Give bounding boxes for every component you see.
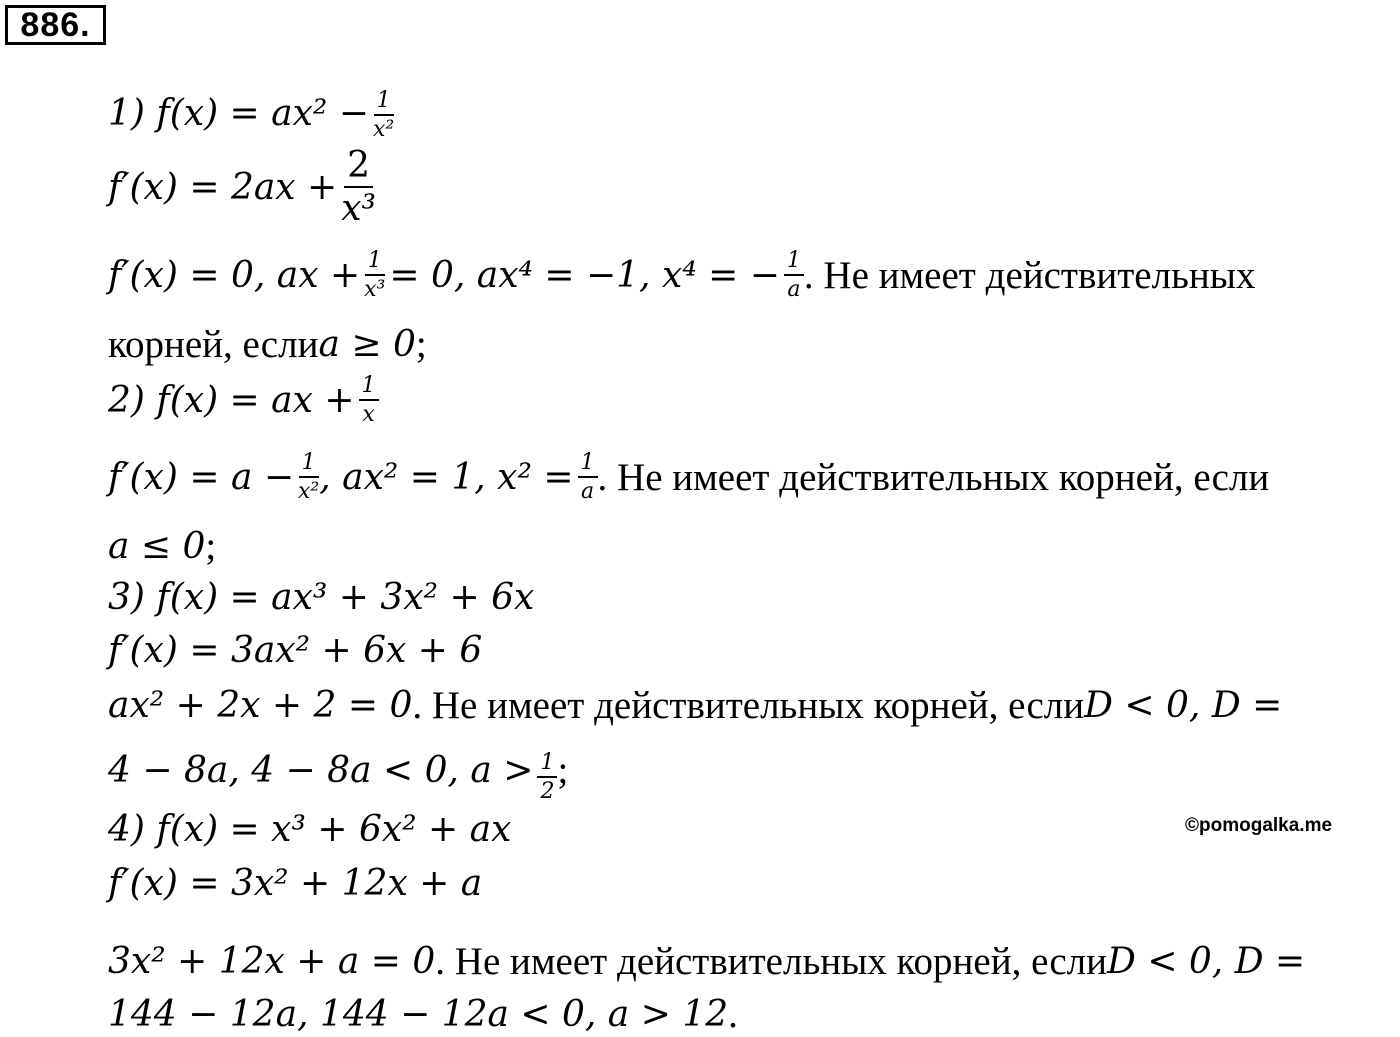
formula: 4 − 8a, 4 − 8a < 0, a > bbox=[108, 749, 534, 791]
line-6 bbox=[108, 452, 1269, 503]
denominator: x³ bbox=[364, 277, 386, 302]
fraction bbox=[298, 452, 319, 503]
formula: D < 0, D = bbox=[1107, 940, 1306, 982]
line-2 bbox=[108, 145, 380, 229]
line-3 bbox=[108, 250, 1255, 301]
line-13 bbox=[108, 863, 483, 904]
text: корней, если bbox=[108, 323, 319, 366]
line-11 bbox=[108, 738, 568, 803]
formula: D < 0, D = bbox=[1084, 684, 1283, 726]
formula: f′(x) = 3ax² + 6x + 6 bbox=[108, 630, 483, 671]
text: . Не имеет действительных bbox=[803, 254, 1256, 297]
formula: 4) f(x) = x³ + 6x² + ax bbox=[108, 809, 512, 850]
text: ; bbox=[415, 323, 427, 366]
text: . Не имеет действительных корней, если bbox=[412, 684, 1085, 727]
numerator: 1 bbox=[365, 250, 385, 276]
formula: 3) f(x) = ax³ + 3x² + 6x bbox=[108, 577, 535, 618]
text: . Не имеет действительных корней, если bbox=[597, 456, 1270, 499]
line-10 bbox=[108, 686, 1282, 725]
formula: f′(x) = 0, ax + bbox=[108, 254, 361, 296]
numerator: 2 bbox=[344, 148, 373, 188]
formula: 144 − 12a, 144 − 12a < 0, a > 12 bbox=[108, 993, 729, 1035]
numerator: 1 bbox=[578, 452, 598, 478]
line-8 bbox=[108, 577, 535, 618]
fraction bbox=[784, 250, 804, 301]
watermark: ©pomogalka.me bbox=[1185, 815, 1333, 836]
text: . Не имеет действительных корней, если bbox=[435, 940, 1108, 983]
denominator: x³ bbox=[341, 188, 376, 229]
denominator: a bbox=[787, 277, 801, 302]
fraction bbox=[364, 250, 385, 301]
denominator: x² bbox=[372, 117, 395, 142]
text: ; bbox=[205, 525, 217, 568]
formula: , ax² = 1, x² = bbox=[319, 456, 574, 498]
formula: = 0, ax⁴ = −1, x⁴ = − bbox=[389, 254, 780, 296]
formula: f′(x) = a − bbox=[108, 456, 295, 498]
line-4 bbox=[108, 325, 427, 364]
numerator: 1 bbox=[537, 752, 557, 778]
formula: 2) f(x) = ax + bbox=[108, 379, 355, 421]
fraction bbox=[578, 452, 598, 503]
numerator: 1 bbox=[359, 375, 379, 401]
line-15 bbox=[108, 995, 738, 1034]
numerator: 1 bbox=[374, 90, 394, 116]
line-9 bbox=[108, 630, 483, 671]
fraction bbox=[537, 752, 557, 803]
denominator: x bbox=[362, 402, 375, 427]
denominator: 2 bbox=[540, 779, 555, 804]
fraction bbox=[359, 375, 379, 426]
line-12 bbox=[108, 809, 512, 850]
line-5 bbox=[108, 375, 383, 426]
problem-number: 886. bbox=[5, 5, 106, 45]
formula: a ≤ 0 bbox=[108, 525, 206, 567]
denominator: a bbox=[580, 479, 595, 504]
numerator: 1 bbox=[299, 452, 319, 478]
line-14 bbox=[108, 942, 1305, 981]
line-7 bbox=[108, 527, 216, 566]
formula: a ≥ 0 bbox=[318, 323, 416, 365]
formula: 1) f(x) = ax² − bbox=[108, 92, 369, 134]
formula: f′(x) = 3x² + 12x + a bbox=[108, 863, 483, 904]
fraction bbox=[373, 90, 394, 141]
denominator: x² bbox=[298, 479, 320, 504]
text: . bbox=[728, 993, 738, 1036]
formula: f′(x) = 2ax + bbox=[108, 166, 338, 208]
fraction bbox=[341, 145, 376, 229]
line-1 bbox=[108, 86, 398, 141]
text: ; bbox=[557, 749, 569, 792]
numerator: 1 bbox=[784, 250, 804, 276]
formula: 3x² + 12x + a = 0 bbox=[108, 940, 436, 982]
formula: ax² + 2x + 2 = 0 bbox=[108, 684, 413, 726]
